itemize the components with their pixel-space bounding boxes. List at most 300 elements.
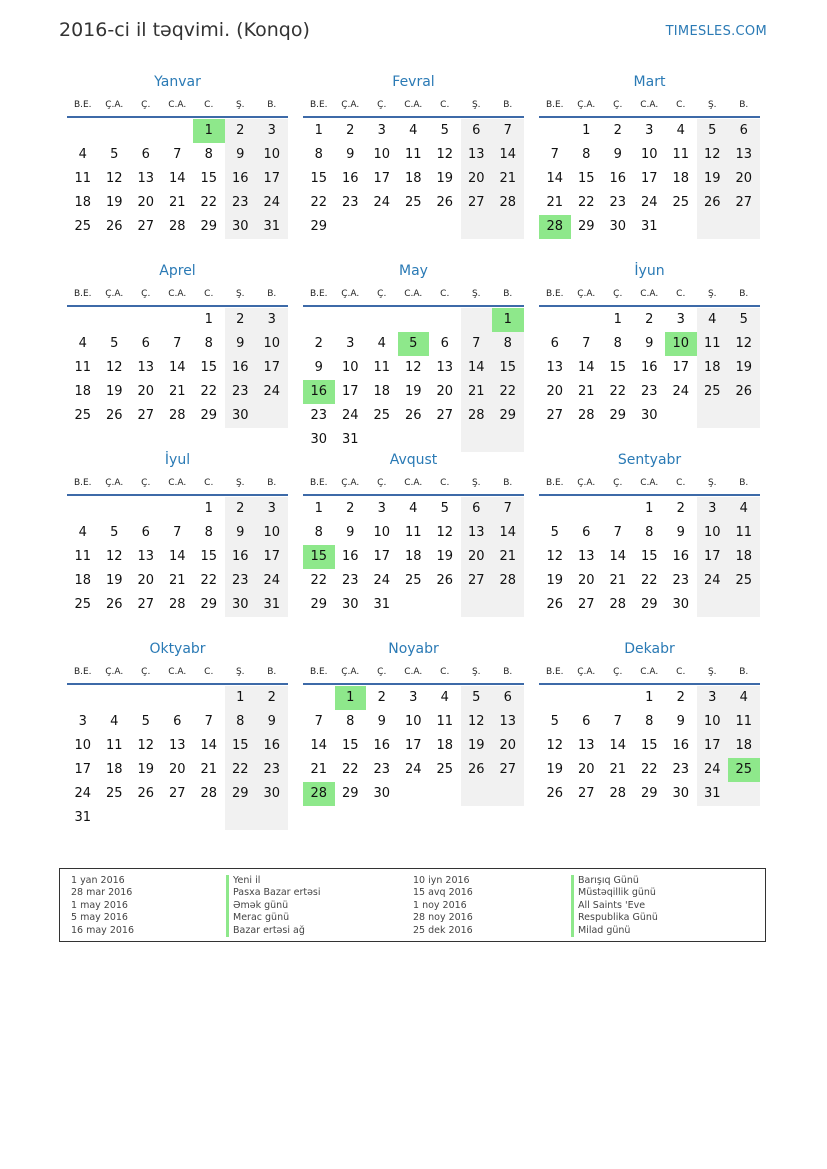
legend-names-col-1 (226, 875, 321, 937)
weekday-label: Ş. (707, 100, 717, 110)
day-cell: 10 (256, 332, 288, 356)
day-cell: 28 (609, 786, 627, 801)
weekday-label: Ç. (613, 478, 623, 488)
day-cell: 17 (74, 762, 92, 777)
day-cell: 29 (609, 408, 627, 423)
day-cell: 2 (314, 336, 323, 351)
day-cell: 19 (105, 195, 123, 210)
day-cell: 23 (341, 195, 359, 210)
day-cell: 8 (492, 332, 524, 356)
weekday-label: Ş. (707, 667, 717, 677)
day-cell: 1 (193, 119, 225, 143)
day-cell: 12 (546, 549, 564, 564)
day-cell: 23 (225, 191, 257, 215)
empty-cell (193, 806, 225, 830)
empty-cell (492, 215, 524, 239)
day-cell: 1 (645, 501, 654, 516)
day-cell: 22 (640, 762, 658, 777)
day-cell: 16 (225, 356, 257, 380)
empty-cell (602, 497, 634, 521)
day-cell: 13 (728, 143, 760, 167)
day-cell: 4 (110, 714, 119, 729)
day-cell: 18 (404, 549, 422, 564)
weekday-label: C.A. (404, 667, 423, 677)
empty-cell (697, 404, 729, 428)
day-cell: 15 (640, 549, 658, 564)
day-cell: 10 (373, 147, 391, 162)
day-cell: 10 (665, 332, 697, 356)
header-rule (67, 683, 288, 685)
weekday-label: C.A. (640, 667, 659, 677)
weekday-label: Ç. (377, 100, 387, 110)
empty-cell (571, 308, 603, 332)
day-cell: 14 (310, 738, 328, 753)
day-cell: 26 (105, 408, 123, 423)
day-cell: 3 (676, 312, 685, 327)
day-cell: 11 (436, 714, 454, 729)
legend-names-col-2 (571, 875, 658, 937)
day-cell: 12 (137, 738, 155, 753)
month-title: Noyabr (388, 641, 439, 657)
day-cell: 24 (640, 195, 658, 210)
month-title: May (399, 263, 428, 279)
weekday-label: Ş. (471, 100, 481, 110)
day-cell: 14 (168, 549, 186, 564)
legend-date: 10 iyn 2016 (413, 875, 470, 886)
weekday-label: B.E. (309, 100, 328, 110)
days-grid (303, 308, 524, 452)
day-cell: 30 (640, 408, 658, 423)
header-rule (539, 494, 760, 496)
day-cell: 11 (74, 549, 92, 564)
day-cell: 19 (436, 549, 454, 564)
day-cell: 25 (373, 408, 391, 423)
day-cell: 21 (609, 762, 627, 777)
days-grid (67, 497, 288, 617)
day-cell: 8 (314, 147, 323, 162)
day-cell: 16 (341, 549, 359, 564)
day-cell: 10 (341, 360, 359, 375)
day-cell: 17 (341, 384, 359, 399)
day-cell: 5 (110, 147, 119, 162)
day-cell: 10 (256, 143, 288, 167)
day-cell: 6 (728, 119, 760, 143)
day-cell: 15 (577, 171, 595, 186)
day-cell: 15 (200, 549, 218, 564)
day-cell: 23 (225, 569, 257, 593)
weekday-label: B.E. (73, 100, 92, 110)
legend-holiday-name: Pasxa Bazar ertəsi (226, 887, 321, 899)
day-cell: 9 (225, 143, 257, 167)
day-cell: 31 (640, 219, 658, 234)
day-cell: 3 (645, 123, 654, 138)
day-cell: 22 (200, 384, 218, 399)
day-cell: 26 (697, 191, 729, 215)
day-cell: 25 (436, 762, 454, 777)
day-cell: 4 (676, 123, 685, 138)
day-cell: 11 (697, 332, 729, 356)
day-cell: 20 (577, 573, 595, 588)
day-cell: 10 (256, 521, 288, 545)
day-cell: 7 (314, 714, 323, 729)
empty-cell (461, 215, 493, 239)
day-cell: 24 (373, 573, 391, 588)
weekday-header (67, 661, 288, 683)
day-cell: 25 (728, 569, 760, 593)
day-cell: 31 (256, 593, 288, 617)
day-cell: 29 (640, 597, 658, 612)
day-cell: 4 (78, 336, 87, 351)
day-cell: 7 (613, 714, 622, 729)
day-cell: 2 (613, 123, 622, 138)
weekday-label: B.E. (73, 667, 92, 677)
day-cell: 8 (582, 147, 591, 162)
day-cell: 1 (204, 312, 213, 327)
day-cell: 27 (436, 408, 454, 423)
empty-cell (398, 593, 430, 617)
day-cell: 12 (436, 147, 454, 162)
day-cell: 25 (74, 219, 92, 234)
day-cell: 18 (74, 384, 92, 399)
day-cell: 13 (492, 710, 524, 734)
day-cell: 15 (303, 545, 335, 569)
day-cell: 8 (645, 525, 654, 540)
empty-cell (162, 497, 194, 521)
header-rule (539, 683, 760, 685)
month-calendar (67, 637, 288, 826)
empty-cell (398, 782, 430, 806)
header-rule (539, 116, 760, 118)
day-cell: 21 (168, 384, 186, 399)
empty-cell (571, 497, 603, 521)
day-cell: 20 (577, 762, 595, 777)
day-cell: 14 (609, 738, 627, 753)
weekday-label: B. (739, 667, 749, 677)
day-cell: 9 (377, 714, 386, 729)
day-cell: 28 (461, 404, 493, 428)
day-cell: 2 (225, 497, 257, 521)
empty-cell (335, 308, 367, 332)
header-rule (67, 305, 288, 307)
weekday-header (303, 661, 524, 683)
day-cell: 27 (461, 569, 493, 593)
weekday-label: C. (440, 478, 450, 488)
weekday-label: B. (267, 289, 277, 299)
day-cell: 5 (398, 332, 430, 356)
weekday-header (303, 94, 524, 116)
day-cell: 15 (640, 738, 658, 753)
day-cell: 30 (225, 215, 257, 239)
empty-cell (429, 308, 461, 332)
day-cell: 12 (436, 525, 454, 540)
empty-cell (697, 593, 729, 617)
day-cell: 2 (676, 690, 685, 705)
day-cell: 26 (436, 195, 454, 210)
day-cell: 19 (728, 356, 760, 380)
legend-date: 1 yan 2016 (71, 875, 125, 886)
legend-date: 1 may 2016 (71, 899, 128, 911)
empty-cell (398, 308, 430, 332)
day-cell: 26 (436, 573, 454, 588)
month-calendar (539, 637, 760, 826)
day-cell: 2 (346, 501, 355, 516)
weekday-label: Ş. (707, 289, 717, 299)
weekday-header (539, 94, 760, 116)
empty-cell (539, 308, 571, 332)
day-cell: 23 (225, 380, 257, 404)
empty-cell (99, 308, 131, 332)
weekday-label: Ş. (235, 667, 245, 677)
day-cell: 20 (461, 545, 493, 569)
day-cell: 16 (640, 360, 658, 375)
day-cell: 6 (492, 686, 524, 710)
legend-holiday-name: Barışıq Günü (571, 875, 658, 887)
day-cell: 5 (440, 501, 449, 516)
weekday-label: C. (676, 100, 686, 110)
weekday-label: B. (503, 100, 513, 110)
day-cell: 13 (461, 521, 493, 545)
day-cell: 19 (137, 762, 155, 777)
weekday-label: Ç.A. (577, 667, 596, 677)
day-cell: 28 (168, 597, 186, 612)
empty-cell (162, 308, 194, 332)
day-cell: 14 (546, 171, 564, 186)
day-cell: 8 (204, 336, 213, 351)
day-cell: 17 (672, 360, 690, 375)
weekday-header (539, 661, 760, 683)
day-cell: 24 (373, 195, 391, 210)
weekday-label: B.E. (545, 667, 564, 677)
month-title: Fevral (392, 74, 435, 90)
day-cell: 24 (256, 191, 288, 215)
day-cell: 17 (373, 171, 391, 186)
day-cell: 19 (436, 171, 454, 186)
day-cell: 20 (492, 734, 524, 758)
legend-holiday-name: Milad günü (571, 925, 658, 937)
month-title: Yanvar (154, 74, 201, 90)
day-cell: 14 (609, 549, 627, 564)
day-cell: 11 (728, 710, 760, 734)
day-cell: 19 (697, 167, 729, 191)
day-cell: 31 (74, 810, 92, 825)
day-cell: 12 (461, 710, 493, 734)
legend-holiday-name: All Saints 'Eve (571, 900, 658, 912)
weekday-label: Ç.A. (577, 478, 596, 488)
header-rule (67, 494, 288, 496)
day-cell: 11 (105, 738, 123, 753)
month-calendar (303, 637, 524, 826)
empty-cell (67, 119, 99, 143)
day-cell: 5 (110, 525, 119, 540)
day-cell: 27 (168, 786, 186, 801)
day-cell: 25 (404, 195, 422, 210)
empty-cell (162, 119, 194, 143)
day-cell: 2 (256, 686, 288, 710)
empty-cell (130, 806, 162, 830)
day-cell: 15 (225, 734, 257, 758)
empty-cell (99, 119, 131, 143)
weekday-label: B.E. (309, 478, 328, 488)
weekday-label: Ç. (377, 667, 387, 677)
weekday-label: Ç. (613, 289, 623, 299)
day-cell: 9 (346, 525, 355, 540)
day-cell: 24 (404, 762, 422, 777)
day-cell: 9 (225, 332, 257, 356)
day-cell: 31 (256, 215, 288, 239)
day-cell: 3 (256, 497, 288, 521)
day-cell: 7 (582, 336, 591, 351)
empty-cell (67, 686, 99, 710)
day-cell: 30 (341, 597, 359, 612)
day-cell: 30 (225, 404, 257, 428)
weekday-header (539, 283, 760, 305)
day-cell: 7 (550, 147, 559, 162)
weekday-label: Ç.A. (105, 100, 124, 110)
weekday-label: B. (503, 478, 513, 488)
weekday-header (539, 472, 760, 494)
day-cell: 11 (672, 147, 690, 162)
brand-link[interactable]: TIMESLES.COM (665, 24, 767, 39)
legend-date: 15 avq 2016 (413, 887, 473, 899)
day-cell: 29 (341, 786, 359, 801)
day-cell: 9 (346, 147, 355, 162)
day-cell: 22 (200, 195, 218, 210)
weekday-header (303, 472, 524, 494)
day-cell: 18 (74, 195, 92, 210)
day-cell: 17 (256, 167, 288, 191)
day-cell: 18 (436, 738, 454, 753)
day-cell: 26 (546, 597, 564, 612)
day-cell: 10 (697, 521, 729, 545)
days-grid (67, 686, 288, 830)
day-cell: 15 (492, 356, 524, 380)
day-cell: 14 (168, 171, 186, 186)
weekday-label: Ç.A. (577, 289, 596, 299)
legend-date: 5 may 2016 (71, 912, 128, 924)
day-cell: 16 (225, 167, 257, 191)
weekday-header (67, 472, 288, 494)
day-cell: 28 (492, 569, 524, 593)
empty-cell (429, 593, 461, 617)
weekday-label: C. (440, 667, 450, 677)
day-cell: 3 (377, 123, 386, 138)
day-cell: 9 (676, 714, 685, 729)
day-cell: 7 (173, 147, 182, 162)
day-cell: 11 (728, 521, 760, 545)
day-cell: 26 (546, 786, 564, 801)
day-cell: 1 (613, 312, 622, 327)
day-cell: 6 (582, 714, 591, 729)
day-cell: 5 (141, 714, 150, 729)
day-cell: 15 (200, 171, 218, 186)
day-cell: 12 (404, 360, 422, 375)
day-cell: 16 (609, 171, 627, 186)
day-cell: 13 (137, 171, 155, 186)
month-title: Avqust (389, 452, 438, 468)
day-cell: 31 (697, 782, 729, 806)
day-cell: 3 (697, 497, 729, 521)
day-cell: 29 (200, 408, 218, 423)
day-cell: 4 (728, 497, 760, 521)
days-grid (539, 686, 760, 806)
weekday-label: C. (204, 289, 214, 299)
empty-cell (256, 404, 288, 428)
empty-cell (225, 806, 257, 830)
weekday-label: Ç.A. (105, 478, 124, 488)
day-cell: 16 (672, 549, 690, 564)
empty-cell (193, 686, 225, 710)
weekday-label: Ç. (613, 667, 623, 677)
legend-date: 28 mar 2016 (71, 887, 133, 899)
weekday-label: Ç. (141, 667, 151, 677)
empty-cell (130, 686, 162, 710)
day-cell: 9 (613, 147, 622, 162)
day-cell: 17 (256, 356, 288, 380)
weekday-label: B.E. (73, 478, 92, 488)
day-cell: 19 (404, 384, 422, 399)
day-cell: 2 (676, 501, 685, 516)
weekday-label: C. (204, 478, 214, 488)
day-cell: 13 (461, 143, 493, 167)
day-cell: 26 (137, 786, 155, 801)
day-cell: 16 (303, 380, 335, 404)
day-cell: 30 (672, 597, 690, 612)
day-cell: 4 (728, 686, 760, 710)
days-grid (539, 497, 760, 617)
day-cell: 29 (200, 219, 218, 234)
day-cell: 19 (546, 573, 564, 588)
day-cell: 18 (672, 171, 690, 186)
weekday-label: C.A. (168, 100, 187, 110)
header-rule (303, 683, 524, 685)
weekday-label: B. (739, 100, 749, 110)
day-cell: 13 (137, 549, 155, 564)
empty-cell (99, 686, 131, 710)
day-cell: 1 (314, 501, 323, 516)
day-cell: 29 (640, 786, 658, 801)
legend-date: 1 noy 2016 (413, 899, 467, 911)
day-cell: 26 (404, 408, 422, 423)
day-cell: 14 (577, 360, 595, 375)
weekday-label: Ç.A. (105, 289, 124, 299)
day-cell: 24 (697, 758, 729, 782)
weekday-label: Ş. (471, 478, 481, 488)
day-cell: 3 (697, 686, 729, 710)
weekday-label: Ç. (377, 289, 387, 299)
month-calendar (303, 259, 524, 448)
month-title: İyul (164, 452, 191, 468)
empty-cell (539, 497, 571, 521)
day-cell: 31 (341, 432, 359, 447)
weekday-label: Ç. (613, 100, 623, 110)
empty-cell (366, 215, 398, 239)
weekday-label: Ç. (141, 478, 151, 488)
day-cell: 21 (609, 573, 627, 588)
day-cell: 24 (256, 380, 288, 404)
day-cell: 5 (461, 686, 493, 710)
page-title: 2016-ci il təqvimi. (Konqo) (59, 19, 310, 41)
day-cell: 23 (640, 384, 658, 399)
empty-cell (67, 308, 99, 332)
day-cell: 28 (303, 782, 335, 806)
day-cell: 1 (314, 123, 323, 138)
day-cell: 22 (310, 573, 328, 588)
weekday-label: Ç.A. (341, 667, 360, 677)
empty-cell (130, 119, 162, 143)
day-cell: 24 (672, 384, 690, 399)
day-cell: 20 (546, 384, 564, 399)
weekday-header (303, 283, 524, 305)
